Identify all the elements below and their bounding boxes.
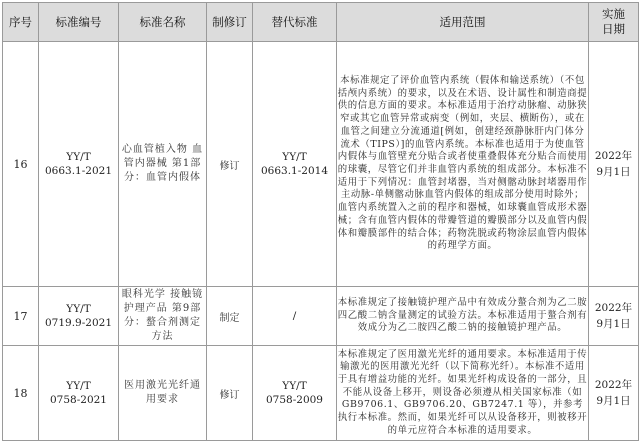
header-date <box>589 3 639 42</box>
replace-line1: / <box>292 310 297 322</box>
code-cell <box>39 42 119 287</box>
date-cell <box>589 287 639 346</box>
table-header <box>3 3 639 42</box>
scope-cell: 本标准规定了接触镜护理产品中有效成分螯合剂为乙二胺四乙酸二钠含量测定的试验方法。本标准适用于螯合剂有效成分为乙二胺四乙酸二钠的接触镜护理产品。 <box>337 287 589 346</box>
header-scope: 适用范围 <box>337 3 589 42</box>
type-cell: 制定 <box>207 287 253 346</box>
code-cell <box>39 287 119 346</box>
header-type: 制修订 <box>207 3 253 42</box>
replace-cell <box>253 346 337 441</box>
replace-line2: 0663.1-2014 <box>260 165 328 177</box>
seq-cell: 18 <box>3 346 39 441</box>
replace-cell <box>253 287 337 346</box>
code-line2: 0719.9-2021 <box>44 317 112 329</box>
scope-cell: 本标准规定了医用激光光纤的通用要求。本标准适用于传输激光的医用激光光纤（以下简称光纤）。本标准不适用于具有增益功能的光纤。如果光纤构成设备的一部分，且不能从设备上移开，则设备必须遵从相关国家标准（如 GB9706.1、GB9706.20、GB7247.1 等），并参考执行本标准。然而，如果光纤可以从设备移开，则被移开的单元应符合本标准的适用要求。 <box>337 346 589 441</box>
code-line2: 0758-2021 <box>50 394 107 406</box>
scope-cell: 本标准规定了评价血管内系统（假体和输送系统）（不包括颅内系统）的要求，以及在术语、设计属性和制造商提供的信息方面的要求。本标准适用于治疗动脉瘤、动脉狭窄或其它血管异常或病变（例如，夹层、横断伤），或在血管之间建立分流通道[例如，创建经颈静脉肝内门体分流术（TIPS）]的血管内系统。本标准也适用于为使血管内假体与血管壁充分贴合或者使重叠假体充分贴合而使用的球囊，尽管它们并非血管内系统的组成部分。本标准不适用于下列情况：血管封堵器，当对侧髂动脉封堵器用作主动脉-单侧髂动脉血管内假体的组成部分使用时除外；血管内系统置入之前的程序和器械，如球囊血管成形术器械；含有血管内假体的带瓣管道的瓣膜部分以及血管内假体和瓣膜部件的结合体；药物洗脱或药物涂层血管内假体的药理学方面。 <box>337 42 589 287</box>
type-cell: 修订 <box>207 346 253 441</box>
table-row <box>3 346 639 441</box>
header-replace: 替代标准 <box>253 3 337 42</box>
seq-cell: 17 <box>3 287 39 346</box>
header-date-line2: 日期 <box>602 22 625 36</box>
replace-cell <box>253 42 337 287</box>
name-cell: 眼科光学 接触镜护理产品 第9部分：螯合剂测定方法 <box>119 287 207 346</box>
header-code: 标准编号 <box>39 3 119 42</box>
table-row <box>3 42 639 287</box>
code-cell <box>39 346 119 441</box>
replace-line1: YY/T <box>282 151 307 163</box>
code-line1: YY/T <box>66 151 91 163</box>
seq-cell: 16 <box>3 42 39 287</box>
header-name: 标准名称 <box>119 3 207 42</box>
date-line2: 9月1日 <box>596 166 631 178</box>
date-line1: 2022年 <box>594 150 633 162</box>
date-line1: 2022年 <box>594 379 633 391</box>
code-line1: YY/T <box>66 303 91 315</box>
standards-table <box>2 2 639 441</box>
name-cell: 心血管植入物 血管内器械 第1部分：血管内假体 <box>119 42 207 287</box>
type-cell: 修订 <box>207 42 253 287</box>
name-cell: 医用激光光纤通用要求 <box>119 346 207 441</box>
table-row <box>3 287 639 346</box>
date-cell <box>589 346 639 441</box>
date-cell <box>589 42 639 287</box>
header-seq: 序号 <box>3 3 39 42</box>
replace-line1: YY/T <box>282 380 307 392</box>
replace-line2: 0758-2009 <box>266 394 323 406</box>
header-date-line1: 实施 <box>602 7 625 21</box>
date-line2: 9月1日 <box>596 395 631 407</box>
date-line2: 9月1日 <box>596 318 631 330</box>
date-line1: 2022年 <box>594 302 633 314</box>
code-line2: 0663.1-2021 <box>44 165 112 177</box>
code-line1: YY/T <box>66 380 91 392</box>
